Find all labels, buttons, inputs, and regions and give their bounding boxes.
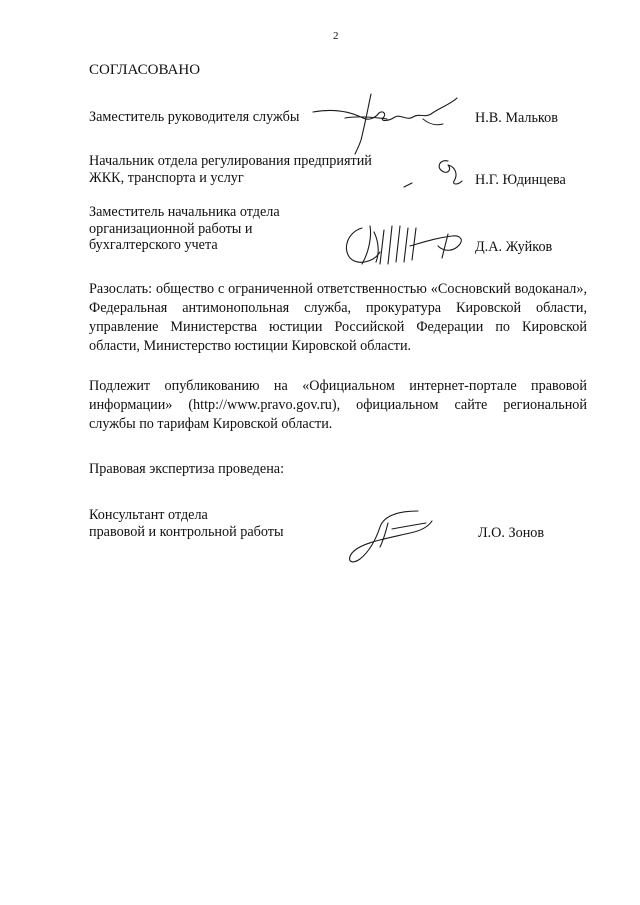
approver-title-3-line-1: Заместитель начальника отдела bbox=[89, 204, 280, 220]
reviewer-title-line-1: Консультант отдела bbox=[89, 507, 208, 523]
signature-yudintseva bbox=[400, 155, 470, 195]
approval-header: СОГЛАСОВАНО bbox=[89, 62, 201, 78]
reviewer-name: Л.О. Зонов bbox=[478, 525, 545, 541]
page-number: 2 bbox=[333, 30, 339, 42]
approver-name-3: Д.А. Жуйков bbox=[475, 239, 553, 255]
signature-malkov bbox=[305, 88, 465, 158]
legal-review-statement: Правовая экспертиза проведена: bbox=[89, 461, 285, 477]
reviewer-title-line-2: правовой и контрольной работы bbox=[89, 524, 284, 540]
approver-title-3-line-2: организационной работы и bbox=[89, 221, 253, 237]
approver-title-3-line-3: бухгалтерского учета bbox=[89, 237, 218, 253]
approver-title-2-line-2: ЖКК, транспорта и услуг bbox=[89, 170, 244, 186]
distribution-list: Разослать: общество с ограниченной ответственностью «Сосновский водоканал», Федеральная антимонопольная служба, прокуратура Кировской области, управление Министерства юстиции Российской Федерации по Кировской области, Министерство юстиции Кировской области. bbox=[89, 281, 587, 354]
approver-name-2: Н.Г. Юдинцева bbox=[475, 172, 566, 188]
signature-zhuykov bbox=[340, 218, 470, 270]
signature-zonov bbox=[340, 505, 440, 570]
approver-title-2-line-1: Начальник отдела регулирования предприятий bbox=[89, 153, 372, 169]
publication-note: Подлежит опубликованию на «Официальном интернет-портале правовой информации» (http://www.pravo.gov.ru), официальном сайте региональной службы по тарифам Кировской области. bbox=[89, 378, 587, 432]
approver-title-1: Заместитель руководителя службы bbox=[89, 109, 300, 125]
approver-name-1: Н.В. Мальков bbox=[475, 110, 558, 126]
